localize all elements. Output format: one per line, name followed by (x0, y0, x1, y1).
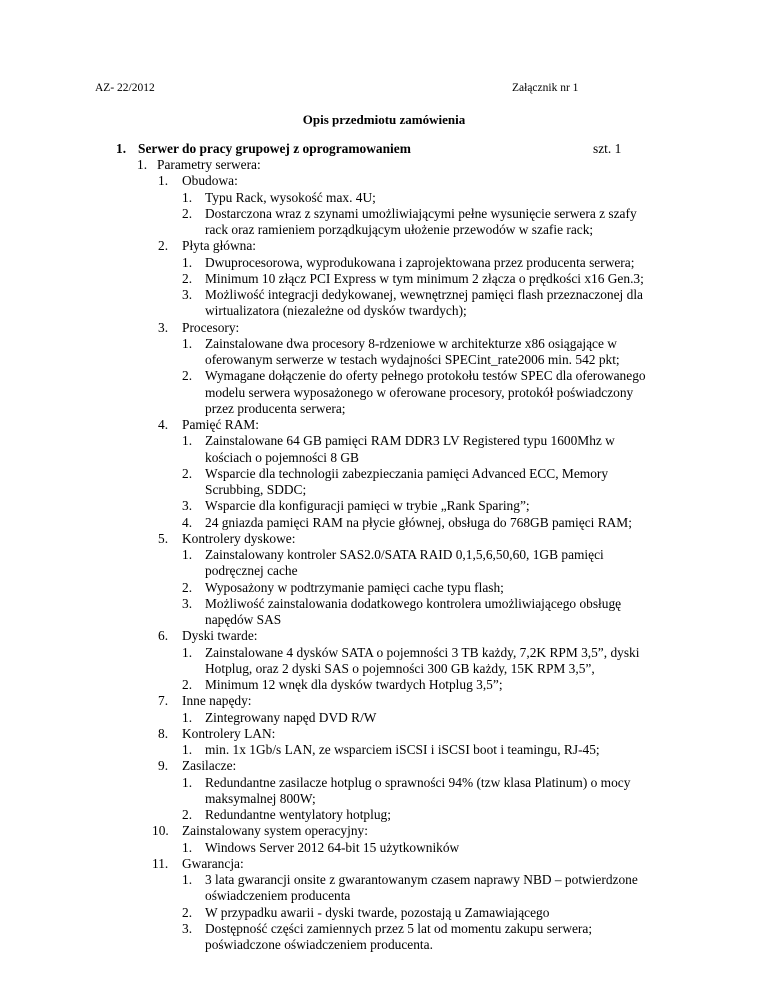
list-item-text: min. 1x 1Gb/s LAN, ze wsparciem iSCSI i iSCSI boot i teamingu, RJ-45; (205, 742, 600, 757)
list-item-text: Windows Server 2012 64-bit 15 użytkowników (205, 839, 460, 855)
list-item-number: 1. (182, 335, 193, 351)
list-item (0, 823, 768, 839)
list-item-text: Wymagane dołączenie do oferty pełnego protokołu testów SPEC dla oferowanego (205, 368, 646, 384)
list-item-text: Kontrolery dyskowe: (182, 530, 296, 546)
list-item-text: Zainstalowany system operacyjny: (182, 823, 368, 839)
list-item (0, 401, 768, 417)
list-item (0, 612, 768, 628)
list-item-text: rack oraz ramieniem porządkującym ułożenie przewodów w szafie rack; (205, 222, 594, 237)
list-item-number: 2. (182, 205, 193, 221)
list-item (0, 677, 768, 693)
list-item-text: oferowanym serwerze w testach wydajności SPECint_rate2006 min. 542 pkt; (205, 352, 620, 367)
list-item-text: Minimum 12 wnęk dla dysków twardych Hotplug 3,5”; (205, 677, 503, 692)
list-item (0, 872, 768, 888)
list-item-number: 3. (158, 319, 169, 335)
section-quantity: szt. 1 (593, 141, 622, 156)
list-item (0, 791, 768, 807)
list-item (0, 563, 768, 579)
list-item-text: Możliwość integracji dedykowanej, wewnętrznej pamięci flash przeznaczonej dla (205, 287, 643, 302)
list-item-text: Wyposażony w podtrzymanie pamięci cache typu flash; (205, 579, 504, 595)
list-item-text: Typu Rack, wysokość max. 4U; (205, 189, 376, 205)
list-item-number: 1. (182, 644, 193, 660)
list-item-text: wirtualizatora (niezależne od dysków twardych); (205, 303, 467, 319)
list-item (0, 190, 768, 206)
list-item (0, 547, 768, 563)
list-item (0, 206, 768, 222)
list-item-number: 1. (182, 433, 193, 449)
list-item-text: Zintegrowany napęd DVD R/W (205, 709, 377, 725)
attachment-label: Załącznik nr 1 (512, 82, 579, 94)
list-item-text: Zainstalowane 64 GB pamięci RAM DDR3 LV Registered typu 1600Mhz w (205, 433, 615, 449)
list-item-number: 1. (158, 173, 169, 189)
list-item (0, 320, 768, 336)
list-item (0, 222, 768, 238)
list-item (0, 498, 768, 514)
list-item (0, 661, 768, 677)
list-item-text: Parametry serwera: (157, 157, 261, 172)
list-item-text: Minimum 10 złącz PCI Express w tym minimum 2 złącza o prędkości x16 Gen.3; (205, 270, 644, 286)
list-item-text: Dyski twarde: (182, 628, 258, 644)
list-item (0, 368, 768, 384)
list-item (0, 742, 768, 758)
list-item (0, 482, 768, 498)
list-item (0, 385, 768, 401)
list-item (0, 238, 768, 254)
list-item-number: 1. (182, 254, 193, 270)
list-item-number: 1. (182, 839, 193, 855)
list-item (0, 775, 768, 791)
list-item (0, 450, 768, 466)
document-title: Opis przedmiotu zamówienia (302, 112, 466, 127)
list-item-number: 2. (158, 238, 169, 254)
list-item-text: Gwarancja: (182, 855, 244, 871)
list-item (0, 466, 768, 482)
list-item-text: modelu serwera wyposażonego w oferowane procesory, protokół poświadczony (205, 384, 634, 400)
list-item-number: 3. (182, 498, 193, 514)
list-item-number: 2. (182, 465, 193, 481)
list-item (0, 433, 768, 449)
list-item-text: Płyta główna: (182, 238, 257, 254)
list-item-text: Kontrolery LAN: (182, 725, 276, 741)
list-item (0, 515, 768, 531)
list-item-text: Procesory: (182, 319, 240, 335)
list-item (0, 645, 768, 661)
list-item (0, 726, 768, 742)
list-item-number: 10. (152, 823, 169, 839)
list-item (0, 888, 768, 904)
list-item-text: Dostępność części zamiennych przez 5 lat od momentu zakupu serwera; (205, 920, 593, 936)
list-item (0, 531, 768, 547)
list-item-text: przez producenta serwera; (205, 400, 346, 416)
list-item-text: Pamięć RAM: (182, 417, 259, 432)
list-item-text: Zainstalowany kontroler SAS2.0/SATA RAID 0,1,5,6,50,60, 1GB pamięci (205, 547, 604, 562)
list-item-number: 2. (182, 579, 193, 595)
list-item (0, 596, 768, 612)
list-item-text: poświadczone oświadczeniem producenta. (205, 937, 433, 952)
list-item (0, 840, 768, 856)
list-item-number: 4. (158, 417, 169, 432)
list-item-text: Możliwość zainstalowania dodatkowego kontrolera umożliwiającego obsługę (205, 595, 622, 611)
list-item (0, 255, 768, 271)
list-item-text: Obudowa: (182, 173, 238, 189)
list-item-number: 1. (182, 742, 193, 757)
section-title: Serwer do pracy grupowej z oprogramowaniem (138, 141, 411, 156)
list-item (0, 352, 768, 368)
list-item (0, 417, 768, 433)
list-item-text: Scrubbing, SDDC; (205, 482, 307, 497)
list-item-number: 1. (182, 709, 193, 725)
list-item (0, 921, 768, 937)
list-item-text: maksymalnej 800W; (205, 790, 316, 806)
list-item-number: 11. (152, 855, 169, 871)
list-item (0, 287, 768, 303)
list-item (0, 693, 768, 709)
list-item-number: 3. (182, 287, 193, 302)
list-item-number: 2. (182, 807, 193, 822)
list-item-text: kościach o pojemności 8 GB (205, 449, 359, 465)
list-item-number: 8. (158, 725, 169, 741)
list-item-text: Zainstalowane dwa procesory 8-rdzeniowe w architekturze x86 osiągające w (205, 335, 617, 351)
list-item-text: Wsparcie dla konfiguracji pamięci w trybie „Rank Sparing”; (205, 498, 530, 514)
list-item-text: Dostarczona wraz z szynami umożliwiającymi pełne wysunięcie serwera z szafy (205, 205, 637, 221)
list-item-number: 9. (158, 758, 169, 774)
list-item-number: 7. (158, 693, 169, 709)
list-item (0, 758, 768, 774)
list-item-text: 24 gniazda pamięci RAM na płycie głównej, obsługa do 768GB pamięci RAM; (205, 514, 632, 530)
list-item (0, 173, 768, 189)
list-item-text: Redundantne zasilacze hotplug o sprawności 94% (tzw klasa Platinum) o mocy (205, 774, 631, 790)
list-item-number: 2. (182, 904, 193, 920)
list-item-text: Zasilacze: (182, 758, 237, 774)
list-item-number: 5. (158, 530, 169, 546)
list-item-text: Zainstalowane 4 dysków SATA o pojemności 3 TB każdy, 7,2K RPM 3,5”, dyski (205, 644, 640, 660)
list-item-text: Redundantne wentylatory hotplug; (205, 807, 391, 822)
list-item-text: W przypadku awarii - dyski twarde, pozostają u Zamawiającego (205, 904, 550, 920)
list-item-number: 4. (182, 514, 193, 530)
list-item (0, 157, 768, 173)
section-number: 1. (116, 141, 127, 156)
list-item-number: 3. (182, 920, 193, 936)
list-item (0, 580, 768, 596)
specification-list (0, 157, 768, 953)
list-item-number: 6. (158, 628, 169, 644)
list-item (0, 303, 768, 319)
list-item (0, 628, 768, 644)
list-item-number: 1. (182, 872, 193, 887)
list-item-number: 3. (182, 595, 193, 611)
list-item-text: Hotplug, oraz 2 dyski SAS o pojemności 300 GB każdy, 15K RPM 3,5”, (205, 660, 595, 676)
list-item-text: Dwuprocesorowa, wyprodukowana i zaprojektowana przez producenta serwera; (205, 254, 635, 270)
list-item-text: 3 lata gwarancji onsite z gwarantowanym czasem naprawy NBD – potwierdzone (205, 872, 638, 887)
list-item (0, 336, 768, 352)
list-item (0, 905, 768, 921)
list-item-text: oświadczeniem producenta (205, 888, 351, 904)
list-item-text: podręcznej cache (205, 563, 298, 579)
list-item (0, 856, 768, 872)
list-item (0, 807, 768, 823)
list-item-number: 2. (182, 677, 193, 692)
list-item (0, 937, 768, 953)
list-item-number: 1. (137, 157, 148, 172)
list-item-text: Inne napędy: (182, 693, 252, 709)
list-item (0, 271, 768, 287)
list-item-number: 2. (182, 270, 193, 286)
list-item-text: Wsparcie dla technologii zabezpieczania pamięci Advanced ECC, Memory (205, 465, 609, 481)
list-item-number: 1. (182, 189, 193, 205)
list-item-number: 1. (182, 774, 193, 790)
list-item (0, 710, 768, 726)
list-item-number: 2. (182, 368, 193, 384)
list-item-text: napędów SAS (205, 612, 282, 627)
list-item-number: 1. (182, 547, 193, 562)
reference-number: AZ- 22/2012 (95, 82, 155, 94)
